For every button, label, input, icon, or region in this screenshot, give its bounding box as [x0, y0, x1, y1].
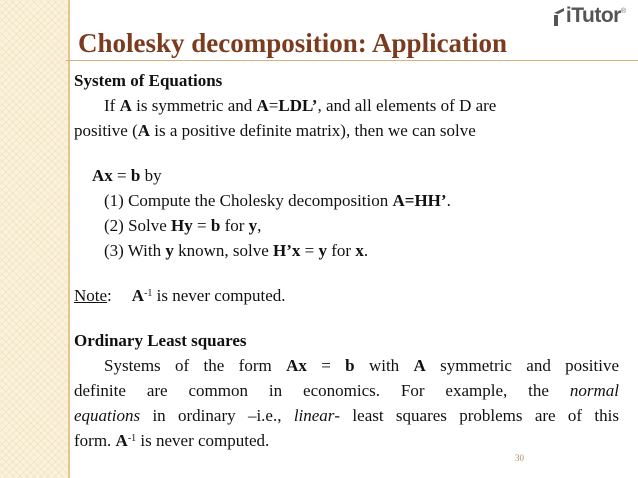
logo-mark-icon: [552, 5, 566, 27]
section2-line3: equations in ordinary –i.e., linear- least squares problems are of this: [74, 406, 619, 425]
step-1: (1) Compute the Cholesky decomposition A=HH’.: [104, 191, 451, 210]
logo-registered: ®: [620, 7, 626, 15]
section2-line2: definite are common in economics. For example, the normal: [74, 381, 619, 400]
page-number: 30: [515, 453, 524, 463]
section2-line4: form. $A^{-1}$ is never computed.: [74, 431, 270, 450]
section1-heading: System of Equations: [74, 71, 223, 90]
logo-text: iTutor: [565, 4, 621, 27]
left-bar-edge: [68, 0, 70, 478]
section1-line2: positive (A is a positive definite matrix), then we can solve: [74, 121, 476, 140]
slide-title: Cholesky decomposition: Application: [78, 28, 508, 58]
step-3: (3) With y known, solve H’x = y for x.: [104, 241, 369, 260]
section2-line1: Systems of the form Ax = b with A symmetric and positive: [104, 356, 620, 375]
step-2: (2) Solve Hy = b for y,: [104, 216, 262, 235]
decorative-left-bar: [0, 0, 68, 478]
note: Note: $A^{-1}$ is never computed.: [74, 286, 286, 305]
title-underline: [66, 60, 638, 61]
itutor-logo: [552, 4, 626, 28]
section2-heading: Ordinary Least squares: [74, 331, 247, 350]
section1-line1: If A is symmetric and A=LDL’, and all elements of D are: [104, 96, 497, 115]
slide-body: [74, 68, 619, 453]
section1-line3: Ax = b by: [92, 166, 162, 185]
